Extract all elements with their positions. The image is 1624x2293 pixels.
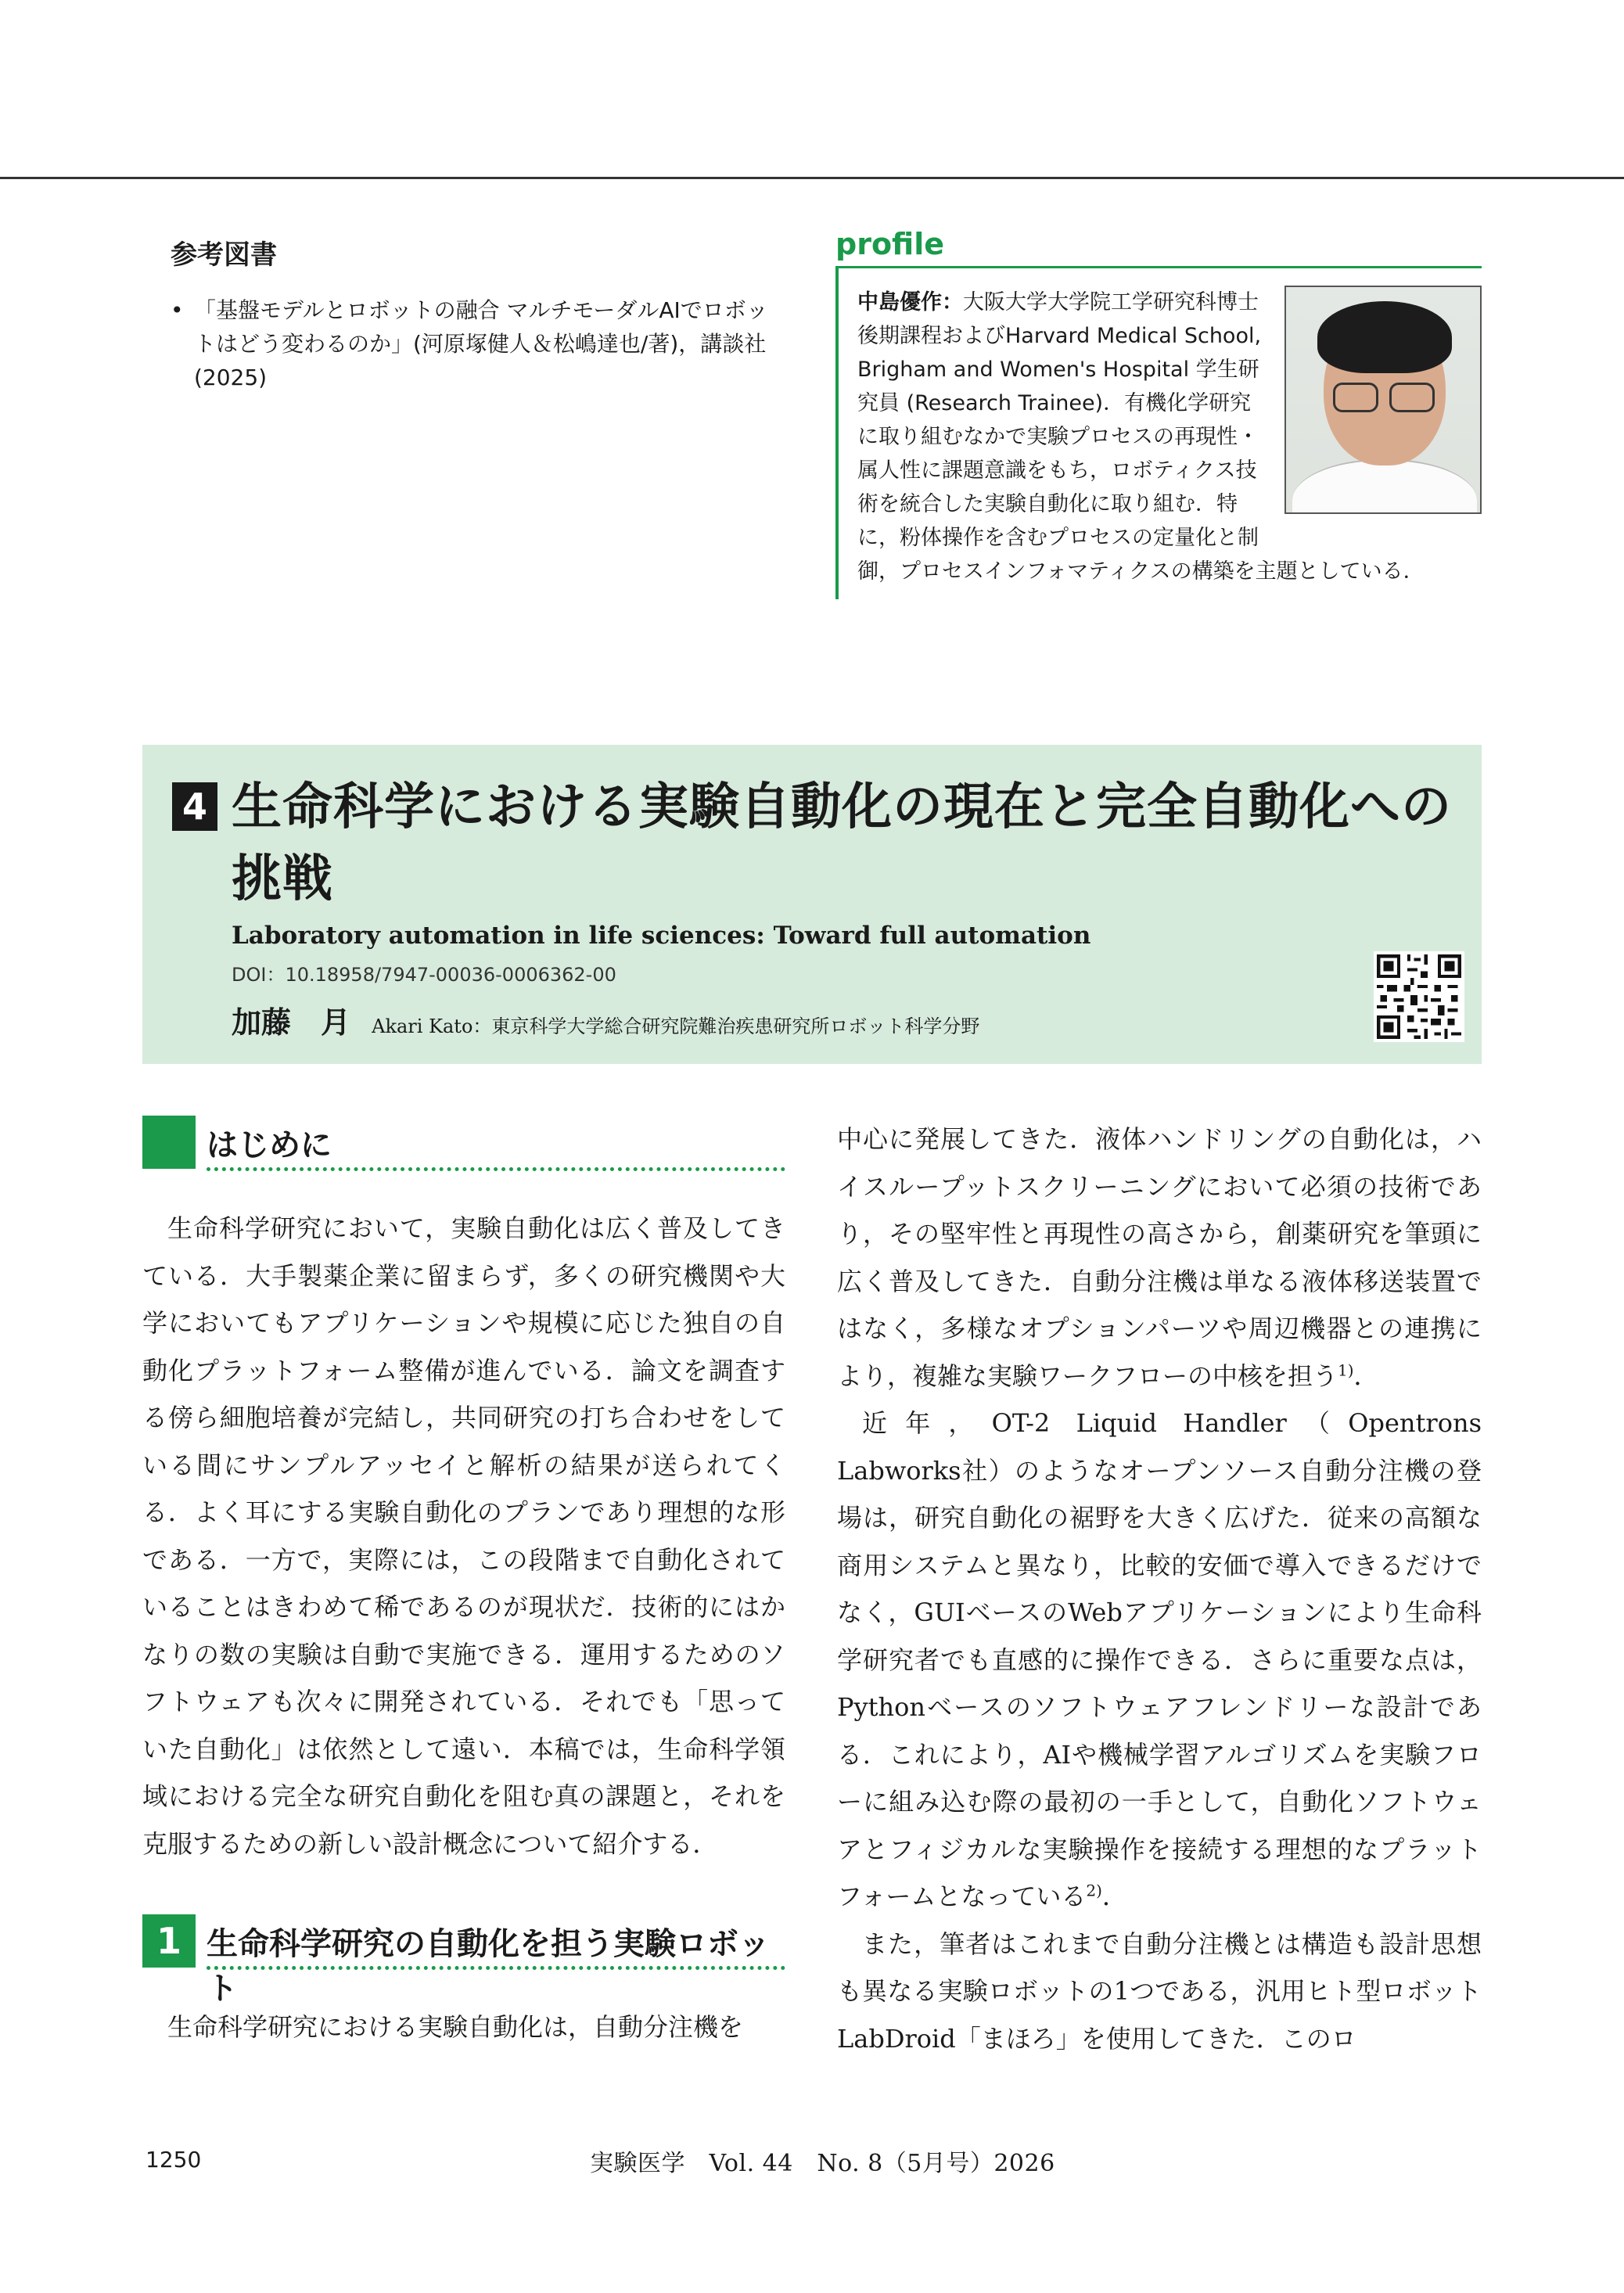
section-number: 1	[142, 1914, 196, 1968]
right-paragraph-2-text: 近年，OT-2 Liquid Handler（Opentrons Labworks社）のようなオープンソース自動分注機の登場は，研究自動化の裾野を大きく広げた．従来の高額な商用システムと異なり，比較的安価で導入できるだけでなく，GUIベースのWebアプリケーションにより生命科学研究者でも直感的に操作できる．さらに重要な点は，Pythonベースのソフトウェアフレンドリーな設計である．これにより，AIや機械学習アルゴリズムを実験フローに組み込む際の最初の一手として，自動化ソフトウェアとフィジカルな実験操作を接続する理想的なプラットフォームとなっている	[837, 1408, 1482, 1911]
references-heading: 参考図書	[171, 239, 277, 271]
intro-heading: はじめに	[207, 1127, 332, 1163]
author-photo	[1284, 286, 1482, 514]
photo-glasses-left	[1333, 383, 1378, 412]
references-section	[171, 233, 789, 394]
right-paragraph-1-text: 中心に発展してきた．液体ハンドリングの自動化は，ハイスループットスクリーニングにおいて必須の技術であり，その堅牢性と再現性の高さから，創薬研究を筆頭に広く普及してきた．自動分注機は単なる液体移送装置ではなく，多様なオプションパーツや周辺機器との連携により，複雑な実験ワークフローの中核を担う	[837, 1124, 1482, 1391]
references-list	[171, 293, 789, 394]
article-doi: DOI：10.18958/7947-00036-0006362-00	[232, 964, 616, 986]
section-heading-intro	[142, 1116, 785, 1172]
intro-paragraph: 生命科学研究において，実験自動化は広く普及してきている．大手製薬企業に留まらず，多くの研究機関や大学においてもアプリケーションや規模に応じた独自の自動化プラットフォーム整備が進んでいる．論文を調査する傍ら細胞培養が完結し，共同研究の打ち合わせをしている間にサンプルアッセイと解析の結果が送られてくる．よく耳にする実験自動化のプランであり理想的な形である．一方で，実際には，この段階まで自動化されていることはきわめて稀であるのが現状だ．技術的にはかなりの数の実験は自動で実施できる．運用するためのソフトウェアも次々に開発されている．それでも「思っていた自動化」は依然として遠い．本稿では，生命科学領域における完全な研究自動化を阻む真の課題と，それを克服するための新しい設計概念について紹介する．	[142, 1213, 785, 1859]
photo-hair	[1317, 301, 1452, 373]
citation-2[interactable]: 2)	[1086, 1881, 1102, 1900]
section-marker	[142, 1116, 196, 1169]
right-paragraph-2-end: ．	[1101, 1881, 1127, 1911]
section-1-heading: 生命科学研究の自動化を担う実験ロボット	[207, 1926, 770, 2007]
citation-1[interactable]: 1)	[1338, 1360, 1354, 1379]
right-paragraph-2	[837, 1400, 1482, 1921]
author-name: 加藤 月	[232, 1005, 351, 1040]
chapter-number: 4	[172, 782, 217, 831]
reference-item: • 「基盤モデルとロボットの融合 マルチモーダルAIでロボットはどう変わるのか」(河原塚健人＆松嶋達也/著)，講談社(2025)	[171, 293, 789, 394]
section-heading-1	[142, 1914, 785, 2007]
profile-heading: profile	[835, 227, 945, 261]
dotted-rule	[207, 1966, 785, 1970]
body-column-left	[142, 1116, 785, 2051]
body-column-right	[837, 1116, 1482, 2062]
article-title-block	[142, 745, 1482, 1064]
profile-body	[835, 268, 1482, 599]
article-title: 生命科学における実験自動化の現在と完全自動化への挑戦	[232, 778, 1452, 908]
profile-bio: 大阪大学大学院工学研究科博士後期課程およびHarvard Medical School, Brigham and Women's Hospital 学生研究員 (Research Trainee)．有機化学研究に取り組むなかで実験プロセスの再現性・属人性に課題意識をもち，ロボティクス技術を統合した実験自動化に取り組む．特に，粉体操作を含むプロセスの定量化と制御，プロセスインフォマティクスの構築を主題としている．	[857, 290, 1425, 584]
profile-section	[835, 227, 1482, 599]
photo-shirt	[1292, 459, 1477, 514]
profile-name: 中島優作：	[857, 290, 963, 314]
author-affiliation: Akari Kato：東京科学大学総合研究院難治疾患研究所ロボット科学分野	[372, 1015, 980, 1037]
dotted-rule	[207, 1167, 785, 1171]
journal-footer: 実験医学 Vol. 44 No. 8（5月号）2026	[590, 2150, 1055, 2177]
right-paragraph-1-end: ．	[1353, 1360, 1379, 1391]
author-line	[232, 998, 979, 1041]
page-number: 1250	[146, 2147, 202, 2173]
photo-glasses-right	[1389, 383, 1435, 412]
right-paragraph-1	[837, 1116, 1482, 1400]
right-paragraph-3: また，筆者はこれまで自動分注機とは構造も設計思想も異なる実験ロボットの1つである，汎用ヒト型ロボットLabDroid「まほろ」を使用してきた．このロ	[837, 1928, 1482, 2054]
top-rule	[0, 177, 1624, 179]
article-title-en: Laboratory automation in life sciences: Toward full automation	[232, 922, 1091, 950]
section-1-paragraph-start: 生命科学研究における実験自動化は，自動分注機を	[167, 2012, 744, 2042]
qr-code-icon[interactable]	[1374, 951, 1464, 1042]
